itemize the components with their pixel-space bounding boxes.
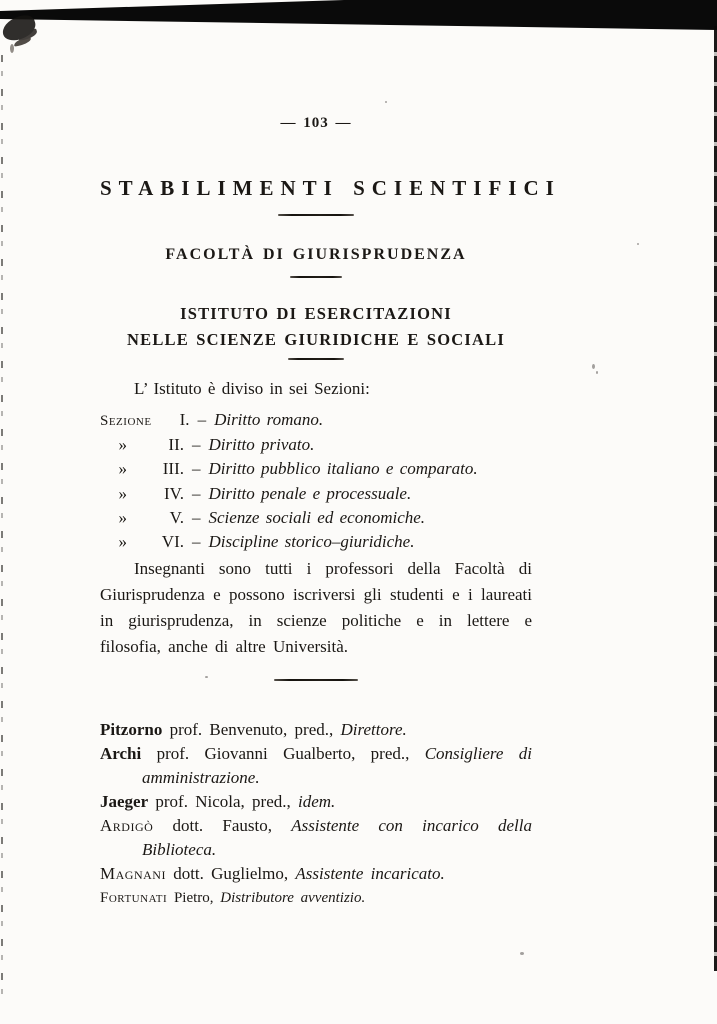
section-row <box>100 482 532 506</box>
scan-speck <box>520 952 524 955</box>
section-numeral: III. <box>162 459 184 479</box>
intro-line: L’ Istituto è diviso in sei Sezioni: <box>134 379 370 398</box>
staff-detail: Pietro, <box>167 890 221 907</box>
staff-detail: dott. Guglielmo, <box>165 864 296 884</box>
institute-title <box>100 301 532 353</box>
divider <box>288 358 344 360</box>
section-title: Diritto romano. <box>214 410 324 429</box>
institute-title-line1: ISTITUTO DI ESERCITAZIONI <box>180 304 452 323</box>
section-row <box>100 530 532 554</box>
divider <box>278 214 354 216</box>
section-label: » <box>118 483 128 503</box>
section-label: » <box>118 459 128 479</box>
page-title: STABILIMENTI SCIENTIFICI <box>100 176 561 200</box>
faculty-title: FACOLTÀ DI GIURISPRUDENZA <box>165 246 467 263</box>
section-title: Discipline storico–giuridiche. <box>208 532 415 552</box>
staff-list <box>100 718 532 910</box>
staff-name: Jaeger <box>100 792 149 812</box>
section-row <box>100 408 532 433</box>
staff-entry <box>100 718 532 742</box>
section-label: » <box>118 507 128 527</box>
section-label: » <box>118 532 128 552</box>
section-dash: – <box>192 483 201 503</box>
staff-entry <box>100 742 532 790</box>
section-row <box>100 506 532 530</box>
staff-entry <box>100 886 532 910</box>
section-dash: – <box>192 459 201 479</box>
page-number: — 103 — <box>280 115 352 131</box>
section-title: Diritto privato. <box>208 435 315 455</box>
staff-name: Archi <box>100 744 142 764</box>
section-numeral: VI. <box>161 532 184 552</box>
staff-role: Direttore. <box>340 720 407 740</box>
section-numeral: IV. <box>164 483 184 503</box>
section-numeral: I. <box>179 410 190 429</box>
section-dash: – <box>197 410 207 429</box>
staff-entry <box>100 862 532 886</box>
staff-detail: prof. Nicola, pred., <box>148 792 298 812</box>
body-paragraph: Insegnanti sono tutti i professori della Facoltà di Giurisprudenza e possono iscriversi gli studenti e i laureati in giurisprudenza, in scienze politiche e in lettere e filosofia, anche di altre Università. <box>100 559 532 657</box>
scan-ink-dot <box>10 44 14 53</box>
staff-detail: prof. Benvenuto, pred., <box>162 720 341 740</box>
staff-role: Assistente incaricato. <box>295 864 445 884</box>
staff-name: Ardigò <box>100 816 154 836</box>
staff-entry <box>100 790 532 814</box>
staff-detail: prof. Giovanni Gualberto, pred., <box>141 744 425 764</box>
section-label: Sezione <box>100 413 152 429</box>
scan-speck <box>637 243 639 245</box>
section-dash: – <box>192 532 201 552</box>
section-row <box>100 457 532 481</box>
section-numeral: V. <box>169 507 184 527</box>
institute-title-line2: NELLE SCIENZE GIURIDICHE E SOCIALI <box>127 330 505 349</box>
staff-name: Magnani <box>100 864 166 884</box>
scan-edge-left <box>1 55 3 1005</box>
scan-speck <box>592 364 595 369</box>
sections-list <box>100 408 532 554</box>
staff-name: Pitzorno <box>100 720 163 740</box>
staff-role: Assistente con incarico della Biblioteca. <box>142 816 532 860</box>
staff-role: Distributore avventizio. <box>220 890 366 907</box>
divider <box>290 276 342 278</box>
section-row <box>100 433 532 457</box>
staff-entry <box>100 814 532 862</box>
scan-speck <box>596 371 598 374</box>
section-dash: – <box>192 435 201 455</box>
staff-role: idem. <box>297 792 336 812</box>
section-title: Diritto pubblico italiano e comparato. <box>208 459 478 479</box>
section-dash: – <box>192 507 201 527</box>
staff-name: Fortunati <box>100 890 168 907</box>
staff-detail: dott. Fausto, <box>153 816 292 836</box>
section-title: Diritto penale e processuale. <box>208 483 412 503</box>
staff-role: Consigliere di amministrazione. <box>142 744 532 788</box>
divider <box>274 679 358 681</box>
section-numeral: II. <box>168 435 184 455</box>
section-title: Scienze sociali ed economiche. <box>208 507 426 527</box>
section-label: » <box>118 435 128 455</box>
text-block <box>100 0 561 910</box>
